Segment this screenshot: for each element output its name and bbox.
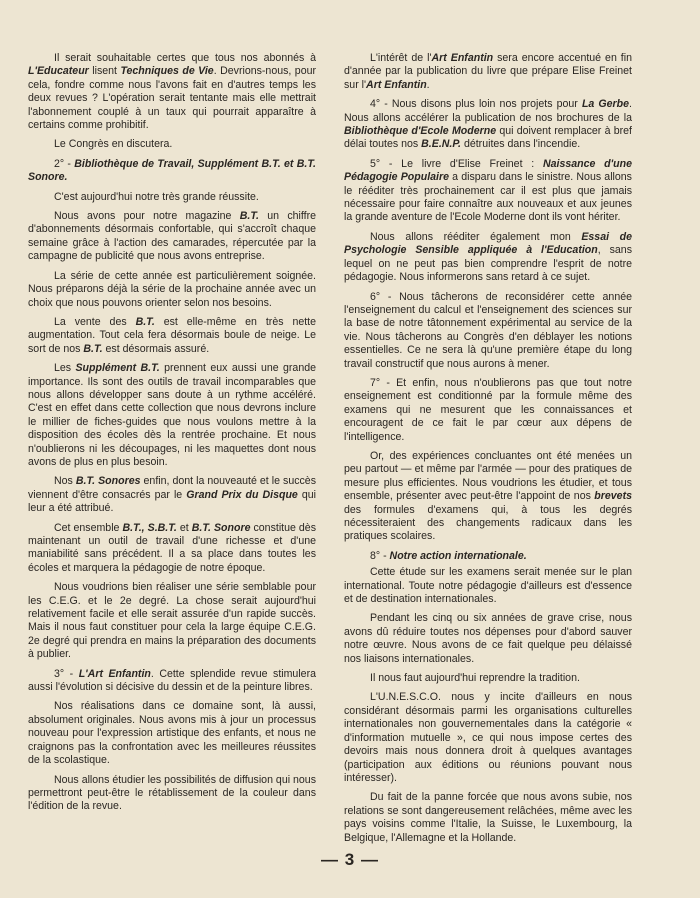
emphasis: Grand Prix du Disque bbox=[186, 488, 298, 501]
paragraph: Cet ensemble B.T., S.B.T. et B.T. Sonore constitue dès maintenant un outil de travail d'une richesse et d'une maniabilité sans précédent. Il a sa place dans toutes les écoles et marquera la pédagogie de notre époque. bbox=[28, 521, 316, 574]
section-heading: 3° - L'Art Enfantin. Cette splendide revue stimulera aussi l'évolution si décisive du dessin et de la peinture libres. bbox=[28, 667, 316, 694]
emphasis: Supplément B.T. bbox=[75, 362, 160, 375]
emphasis: Essai de Psychologie Sensible appliquée à l'Education bbox=[344, 230, 632, 257]
right-column bbox=[344, 52, 632, 851]
emphasis: Techniques de Vie bbox=[120, 65, 214, 78]
paragraph: 6° - Nous tâcherons de reconsidérer cette année l'enseignement du calcul et l'enseignement des sciences sur la base de notre tâtonnement expérimental au service de la vie. Nous tâcherons au Congrès d'en déblayer les notions essentielles. Ce ne sera là qu'une première étape du long travail constructif que nous aurons à mener. bbox=[344, 290, 632, 370]
paragraph: Or, des expériences concluantes ont été menées un peu partout — et même par l'armée — pour des pratiques de mesure plus efficientes. Nous voudrions les étudier, et tous ensemble, présenter avec peut-être l'appoint de nos brevets des formules d'examens qui, à tous les degrés nécessiteraient des changements radicaux dans les pratiques scolaires. bbox=[344, 449, 632, 543]
emphasis: Bibliothèque d'Ecole Moderne bbox=[344, 125, 497, 138]
paragraph: Pendant les cinq ou six années de grave crise, nous avons dû réduire toutes nos dépenses pour d'abord sauver notre œuvre. Nous avons de ce fait quelque peu délaissé nos liaisons internationales. bbox=[344, 612, 632, 665]
paragraph: La vente des B.T. est elle-même en très nette augmentation. Tout cela fera désormais boule de neige. Le sort de nos B.T. est désormais assuré. bbox=[28, 315, 317, 355]
paragraph: C'est aujourd'hui notre très grande réussite. bbox=[54, 190, 259, 203]
emphasis: Art Enfantin bbox=[431, 52, 494, 64]
section-heading: 8° - Notre action internationale. bbox=[370, 549, 527, 562]
paragraph: Le Congrès en discutera. bbox=[54, 138, 173, 151]
emphasis: Naissance d'une Pédagogie Populaire bbox=[344, 157, 633, 184]
paragraph: Nos réalisations dans ce domaine sont, là aussi, absolument originales. Nous avons mis à jour un processus nouveau pour l'expression artistique des enfants, et nous ne craignons pas la confrontation avec les meilleures réussites de la scolastique. bbox=[28, 700, 316, 767]
paragraph: Il serait souhaitable certes que tous nos abonnés à L'Educateur lisent Techniques de Vie. Devrions-nous, pour cela, fondre comme nous l'avons fait en d'autres temps les deux revues ? L'opération serait tentante mais elle mettrait l'abonnement couplé à un taux qui pourrait apparaître à certains comme prohibitif. bbox=[28, 52, 317, 132]
paragraph: 5° - Le livre d'Elise Freinet : Naissance d'une Pédagogie Populaire a disparu dans le sinistre. Nous allons le rééditer très prochainement car il est plus que jamais nécessaire pour faire connaître aux nouveaux et aux jeunes la grande aventure de l'Ecole Moderne dont ils vont hériter. bbox=[344, 157, 633, 224]
emphasis: Bibliothèque de Travail, Supplément B.T. et B.T. Sonore. bbox=[28, 157, 316, 184]
emphasis: B.E.N.P. bbox=[421, 138, 461, 151]
emphasis: B.T., S.B.T. bbox=[122, 521, 177, 534]
page-number: — 3 — bbox=[321, 850, 379, 869]
paragraph: Du fait de la panne forcée que nous avons subie, nos relations se sont dangereusement relâchées, même avec les pays voisins comme l'Italie, la Suisse, le Luxembourg, la Belgique, l'Allemagne et la Hollande. bbox=[344, 791, 632, 844]
paragraph: L'intérêt de l'Art Enfantin sera encore accentué en fin d'année par la publication du livre que prépare Elise Freinet sur l'Art Enfantin. bbox=[344, 52, 633, 91]
emphasis: La Gerbe bbox=[581, 98, 630, 111]
left-column bbox=[28, 52, 316, 820]
section-heading: 2° - Bibliothèque de Travail, Supplément B.T. et B.T. Sonore. bbox=[28, 157, 316, 184]
paragraph: Nous allons étudier les possibilités de diffusion qui nous permettront peut-être le rétablissement de la couleur dans l'édition de la revue. bbox=[28, 773, 316, 813]
emphasis: B.T. bbox=[239, 210, 259, 223]
emphasis: B.T. Sonore bbox=[191, 521, 251, 534]
emphasis: B.T. bbox=[135, 315, 155, 328]
emphasis: B.T. Sonores bbox=[75, 475, 141, 488]
paragraph: Les Supplément B.T. prennent eux aussi une grande importance. Ils sont des outils de travail incomparables que nous allons développer sans doute à un rythme accéléré. C'est en effet dans cette collection que nous devrons inclure le millier de fiches-guides que nous voulons mettre à la disposition des écoles dès la rentrée prochaine. Et nous n'oublierons ni les découpages, ni les maquettes dont nous avons de plus en plus besoin. bbox=[28, 362, 316, 468]
paragraph: 7° - Et enfin, nous n'oublierons pas que tout notre enseignement est conditionné par la formule même des examens qui ne mesurent que les connaissances et encouragent de ce fait le par cœur aux dépens de l'intelligence. bbox=[344, 376, 632, 443]
paragraph: Cette étude sur les examens serait menée sur le plan international. Toute notre pédagogie d'ailleurs est d'essence et de destination internationales. bbox=[344, 566, 632, 606]
paragraph: Nous avons pour notre magazine B.T. un chiffre d'abonnements désormais confortable, qui s'accroît chaque semaine grâce à l'action des camarades, répercutée par la campagne de publicité que nous avons entreprise. bbox=[28, 210, 317, 263]
emphasis: L'Art Enfantin bbox=[78, 667, 151, 680]
paragraph: Nous voudrions bien réaliser une série semblable pour les C.E.G. et le 2e degré. La chose serait aujourd'hui relativement facile et elle serait assurée d'un rapide succès. Mais il nous faut constituer pour cela la large équipe C.E.G. 2e degré qui prendra en mains la préparation des documents à publier. bbox=[28, 581, 316, 661]
paragraph: 4° - Nous disons plus loin nos projets pour La Gerbe. Nous allons accélérer la publication de nos brochures de la Bibliothèque d'Ecole Moderne qui doivent remplacer à bref délai toutes nos B.E.N.P. détruites dans l'incendie. bbox=[344, 98, 632, 151]
emphasis: Art Enfantin bbox=[366, 78, 427, 91]
paragraph: Nos B.T. Sonores enfin, dont la nouveauté et le succès viennent d'être consacrés par le Grand Prix du Disque qui leur a été attribué. bbox=[28, 475, 316, 515]
emphasis: L'Educateur bbox=[28, 65, 89, 78]
paragraph: Il nous faut aujourd'hui reprendre la tradition. bbox=[370, 672, 580, 685]
paragraph: Nous allons rééditer également mon Essai de Psychologie Sensible appliquée à l'Education, sans lequel on ne peut pas bien comprendre l'esprit de notre pédagogie. Nous informerons sans retard à ce sujet. bbox=[344, 230, 632, 284]
paragraph: La série de cette année est particulièrement soignée. Nous préparons déjà la série de la prochaine année avec un choix que nous pouvons orienter selon nos besoins. bbox=[28, 269, 316, 309]
paragraph: L'U.N.E.S.C.O. nous y incite d'ailleurs en nous considérant désormais parmi les organisations culturelles internationales non gouvernementales dans la catégorie « d'information mutuelle », ce qui nous impose certes des devoirs mais nous donnera droit à quelques avantages (participation aux éditions ou réunions pouvant nous intéresser). bbox=[344, 691, 632, 784]
emphasis: B.T. bbox=[83, 342, 103, 355]
emphasis: brevets bbox=[594, 490, 632, 503]
emphasis: Notre action internationale. bbox=[389, 549, 527, 562]
